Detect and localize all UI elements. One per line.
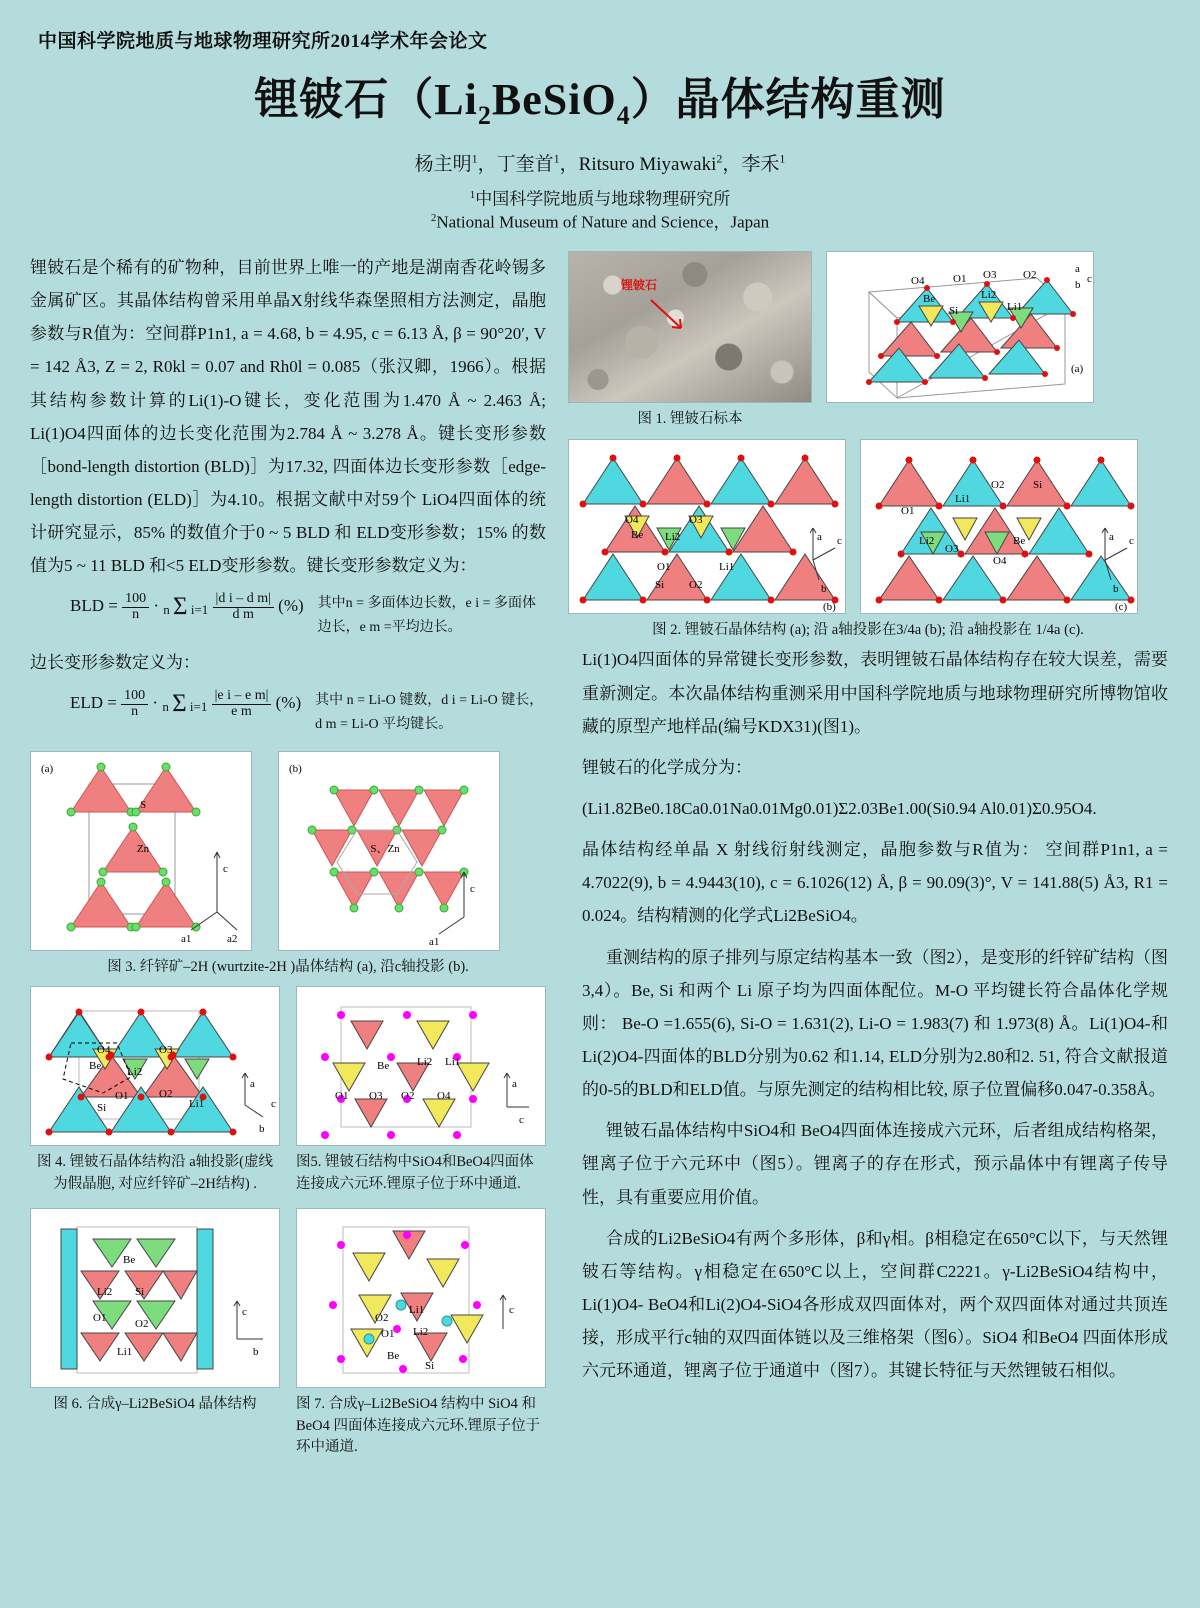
eld-sum	[162, 690, 208, 718]
bld-unit: (%)	[278, 596, 304, 616]
fig3a-label-c: c	[223, 862, 228, 875]
fig2c-label-c: c	[1129, 534, 1134, 547]
sep-2: ，	[559, 153, 579, 175]
affiliation-2-sup: 2	[430, 212, 437, 225]
fig2b-label-li1: Li1	[719, 560, 735, 573]
fig5-label-li1: Li1	[445, 1056, 461, 1069]
fig2b-label-b: b	[821, 582, 827, 595]
fig4-label-o2: O2	[159, 1088, 173, 1101]
fig2a-label-a: a	[1075, 262, 1080, 275]
figure-2c	[860, 439, 1138, 614]
fig4-label-li1: Li1	[189, 1098, 205, 1111]
fig6-label-li1: Li1	[117, 1345, 133, 1358]
eld-sigma-glyph: Σ	[172, 690, 187, 718]
eld-sum-bot: i=1	[189, 699, 208, 715]
fig6-label-c: c	[242, 1305, 247, 1318]
eld-equation-row	[30, 689, 546, 737]
fig2a-label-o2: O2	[1023, 268, 1037, 281]
fig2c-label-o4: O4	[993, 554, 1007, 567]
fig2c-label-li1: Li1	[955, 492, 971, 505]
title-sub-1: 2	[477, 100, 492, 130]
fig6-label-be: Be	[123, 1253, 136, 1266]
eld-dot: ·	[152, 693, 159, 713]
fig6-label-li2: Li2	[97, 1285, 113, 1298]
figure-7	[296, 1208, 546, 1388]
bld-note: 其中n = 多面体边长数，e i = 多面体边长，e m =平均边长。	[317, 596, 537, 636]
fig3b-label-a1: a1	[429, 935, 440, 948]
eld-fraction	[212, 689, 272, 719]
fig5-label-li2: Li2	[417, 1056, 433, 1069]
figure-7-block	[296, 1208, 546, 1461]
figure-5-caption: 图5. 锂铍石结构中SiO4和BeO4四面体连接成六元环.锂原子位于环中通道.	[296, 1154, 534, 1193]
fig6-label-o1: O1	[93, 1311, 107, 1324]
fig2c-label-o3: O3	[945, 542, 959, 555]
right-paragraph-6: 合成的Li2BeSiO4有两个多形体，β和γ相。β相稳定在650°C以下，与天然锂铍石等结构。γ相稳定在650°C以上，空间群C2221。γ-Li2BeSiO4结构中， Li(1)O4- BeO4和Li(2)O4-SiO4各形成双四面体对，两个双四面体对通过共顶连接，形成平行c轴的双四面体链以及三维格架（图6）。SiO4 和BeO4 四面体形成六元环通道，锂离子位于通道中（图7）。其键长特征与天然锂铍石相似。	[582, 1228, 1168, 1381]
fig2c-label-be: Be	[1013, 534, 1026, 547]
eld-note: 其中 n = Li-O 键数，d i = Li-O 键长，d m = Li-O 平均键长。	[315, 693, 544, 732]
affiliation-1	[30, 188, 1170, 212]
bld-frac-num: |d i – d m|	[213, 592, 274, 608]
bld-coef-num: 100	[122, 592, 149, 608]
fig5-label-c: c	[519, 1114, 524, 1127]
eld-frac-num: |e i – e m|	[212, 689, 272, 705]
fig4-label-a: a	[250, 1078, 255, 1091]
eld-coefficient	[121, 689, 148, 719]
eld-coef-den: n	[131, 703, 139, 719]
author-1-sup: 1	[471, 151, 478, 166]
right-paragraph-2: 锂铍石的化学成分为：	[582, 757, 752, 777]
bld-sigma-glyph: Σ	[173, 593, 188, 621]
fig2a-label-be: Be	[923, 292, 936, 305]
fig2a-tag: (a)	[1071, 362, 1084, 375]
title-part-2: BeSiO	[491, 75, 617, 124]
figure-3a	[30, 751, 252, 951]
fig2b-tag: (b)	[823, 600, 836, 613]
fig2b-label-c: c	[837, 534, 842, 547]
fig2c-label-si: Si	[1033, 478, 1043, 491]
eld-unit: (%)	[275, 693, 302, 713]
fig4-label-li2: Li2	[127, 1066, 143, 1079]
right-paragraph-1: Li(1)O4四面体的异常键长变形参数，表明锂铍石晶体结构存在较大误差，需要重新测定。本次晶体结构重测采用中国科学院地质与地球物理研究所博物馆收藏的原型产地样品(编号KDX31)(图1)。	[582, 650, 1168, 736]
eld-frac-den: e m	[231, 703, 252, 719]
fig7-label-o2: O2	[375, 1311, 389, 1324]
figure-6-caption: 图 6. 合成γ–Li2BeSiO4 晶体结构	[53, 1395, 257, 1412]
eld-title: 边长变形参数定义为：	[30, 652, 200, 672]
bld-fraction	[213, 592, 274, 622]
affiliation-2-text: National Museum of Nature and Science，Japan	[436, 213, 770, 233]
title-sub-2: 4	[616, 100, 631, 130]
bld-frac-den: d m	[232, 607, 254, 623]
figure-1-specimen-photo	[568, 251, 812, 403]
fig2c-label-o2: O2	[991, 478, 1005, 491]
fig2b-label-o4: O4	[625, 513, 639, 526]
fig2b-label-o3: O3	[689, 513, 703, 526]
fig4-label-c: c	[271, 1098, 276, 1111]
bld-dot: ·	[153, 596, 160, 616]
author-3: Ritsuro Miyawaki	[578, 153, 717, 175]
two-column-body	[30, 251, 1170, 1461]
fig2b-label-o1: O1	[657, 560, 671, 573]
fig2c-label-o1: O1	[901, 504, 915, 517]
fig3b-tag: (b)	[289, 762, 302, 775]
left-column	[30, 251, 546, 1461]
figure-5	[296, 986, 546, 1146]
figure-4-block	[30, 986, 280, 1198]
figure-2-caption: 图 2. 锂铍石晶体结构 (a); 沿 a轴投影在3/4a (b); 沿 a轴投影在 1/4a (c).	[652, 621, 1084, 638]
figure-4-caption: 图 4. 锂铍石晶体结构沿 a轴投影(虚线为假晶胞, 对应纤锌矿–2H结构) .	[36, 1154, 273, 1193]
bld-coef-den: n	[132, 607, 140, 623]
right-column	[568, 251, 1168, 1461]
figure-5-block	[296, 986, 546, 1198]
eld-sum-top: n	[162, 699, 169, 715]
fig3a-label-a1: a1	[181, 932, 192, 945]
fig3b-label-c: c	[470, 882, 475, 895]
fig2b-label-li2: Li2	[665, 530, 681, 543]
fig2a-label-c: c	[1087, 272, 1092, 285]
bld-sum-bot: i=1	[190, 602, 209, 618]
bld-label: BLD =	[70, 596, 118, 616]
fig7-label-li1: Li1	[409, 1303, 425, 1316]
fig2b-label-a: a	[817, 530, 822, 543]
figure-2a	[826, 251, 1094, 403]
figure-4	[30, 986, 280, 1146]
affiliations	[30, 188, 1170, 235]
fig2c-label-a: a	[1109, 530, 1114, 543]
fig2a-label-li2: Li2	[981, 288, 997, 301]
conference-line: 中国科学院地质与地球物理研究所2014学术年会论文	[38, 31, 488, 52]
figure-6	[30, 1208, 280, 1388]
figure-1-block	[568, 251, 812, 433]
fig7-label-c: c	[509, 1303, 514, 1316]
fig3a-tag: (a)	[41, 762, 54, 775]
figure-1-caption: 图 1. 锂铍石标本	[637, 410, 743, 427]
fig2b-label-o2: O2	[689, 578, 703, 591]
figure-3b	[278, 751, 500, 951]
fig3b-label-szn: S、Zn	[370, 842, 400, 855]
figure-4-5-row	[30, 986, 546, 1198]
author-2-sup: 1	[553, 151, 560, 166]
chemical-formula: (Li1.82Be0.18Ca0.01Na0.01Mg0.01)Σ2.03Be1.00(Si0.94 Al0.01)Σ0.95O4.	[582, 799, 1097, 819]
fig4-label-o1: O1	[115, 1090, 129, 1103]
author-4: 李禾	[741, 153, 780, 175]
fig6-label-b: b	[253, 1345, 259, 1358]
fig5-label-o1: O1	[335, 1090, 349, 1103]
author-2: 丁奎首	[496, 153, 554, 175]
figure-6-block	[30, 1208, 280, 1461]
title-part-3: ）晶体结构重测	[630, 75, 946, 124]
eld-equation	[30, 689, 301, 719]
fig4-label-si: Si	[97, 1102, 107, 1115]
sep-3: ，	[722, 153, 742, 175]
fig6-label-si: Si	[135, 1285, 145, 1298]
eld-coef-num: 100	[121, 689, 148, 705]
fig4-label-be: Be	[89, 1060, 102, 1073]
fig2a-label-o4: O4	[911, 274, 925, 287]
affiliation-1-text: 中国科学院地质与地球物理研究所	[475, 189, 731, 209]
fig2a-label-si: Si	[949, 304, 959, 317]
fig6-label-o2: O2	[135, 1317, 149, 1330]
page-title	[30, 63, 1170, 131]
fig7-label-o1: O1	[381, 1327, 395, 1340]
figure-6-7-row	[30, 1208, 546, 1461]
fig7-label-be: Be	[387, 1349, 400, 1362]
fig2b-label-si: Si	[655, 578, 665, 591]
figure-2bc-row	[568, 439, 1168, 614]
fig3a-label-s: S	[139, 798, 147, 811]
bld-coefficient	[122, 592, 149, 622]
fig5-label-be: Be	[377, 1060, 390, 1073]
figure-3-row	[30, 751, 546, 951]
right-paragraph-4: 重测结构的原子排列与原定结构基本一致（图2），是变形的纤锌矿结构（图3,4）。Be, Si 和两个 Li 原子均为四面体配位。M-O 平均键长符合晶体化学规则： Be-O =1.655(6), Si-O = 1.631(2), Li-O = 1.983(7) 和 1.973(8) Å。Li(1)O4-和 Li(2)O4-四面体的BLD分别为0.62 和1.14, ELD分别为2.80和2. 51, 符合文献报道的0-5的BLD和ELD值。与原先测定的结构相比较, 原子位置偏移0.047-0.358Å。	[582, 947, 1168, 1100]
fig2a-label-b: b	[1075, 278, 1081, 291]
fig7-label-li2: Li2	[413, 1325, 429, 1338]
fig5-label-o4: O4	[437, 1090, 451, 1103]
figure-1-2a-row	[568, 251, 1168, 433]
figure-7-caption: 图 7. 合成γ–Li2BeSiO4 结构中 SiO4 和BeO4 四面体连接成六元环.锂原子位于环中通道.	[296, 1395, 541, 1456]
fig5-label-o2: O2	[401, 1090, 415, 1103]
bld-equation-row	[30, 592, 546, 640]
bld-sum	[163, 593, 209, 621]
right-paragraph-3: 晶体结构经单晶 X 射线衍射线测定，晶胞参数与R值为： 空间群P1n1, a = 4.7022(9), b = 4.9443(10), c = 6.1026(12) Å, β = 90.09(3)°, V = 141.88(5) Å3, R1 = 0.024。结构精测的化学式Li2BeSiO4。	[582, 840, 1168, 926]
fig2c-tag: (c)	[1115, 600, 1128, 613]
fig4-label-b: b	[259, 1123, 265, 1136]
bld-equation	[30, 592, 304, 622]
figure-3-caption: 图 3. 纤锌矿–2H (wurtzite-2H )晶体结构 (a), 沿c轴投影 (b).	[107, 958, 469, 975]
fig5-label-a: a	[512, 1078, 517, 1091]
fig2b-label-be: Be	[631, 528, 644, 541]
bld-sum-top: n	[163, 602, 170, 618]
figure-1-specimen-label: 锂铍石	[621, 277, 658, 292]
left-paragraph-1: 锂铍石是个稀有的矿物种，目前世界上唯一的产地是湖南香花岭锡多金属矿区。其晶体结构曾采用单晶X射线华森堡照相方法测定，晶胞参数与R值为：空间群P1n1, a = 4.68, b = 4.95, c = 6.13 Å, β = 90°20′, V = 142 Å3, Z = 2, R0kl = 0.07 and Rh0l = 0.085（张汉卿，1966）。根据其结构参数计算的Li(1)-O键长，变化范围为1.470 Å ~ 2.463 Å; Li(1)O4四面体的边长变化范围为2.784 Å ~ 3.278 Å。键长变形参数［bond-length distortion (BLD)］为17.32, 四面体边长变形参数［edge-length distortion (ELD)］为4.10。根据文献中对59个 LiO4四面体的统计研究显示，85% 的数值介于0 ~ 5 BLD 和 ELD变形参数；15% 的数值为5 ~ 11 BLD 和<5 ELD变形参数。键长变形参数定义为：	[30, 257, 546, 576]
author-list	[30, 149, 1170, 176]
figure-2b	[568, 439, 846, 614]
author-4-sup: 1	[779, 151, 786, 166]
fig2c-label-li2: Li2	[919, 534, 935, 547]
fig5-label-o3: O3	[369, 1090, 383, 1103]
fig4-label-o3: O3	[159, 1044, 173, 1057]
eld-label: ELD =	[70, 693, 117, 713]
fig3a-label-zn: Zn	[136, 842, 150, 855]
affiliation-2	[30, 211, 1170, 235]
fig7-label-si: Si	[425, 1359, 435, 1372]
fig2a-label-o1: O1	[953, 272, 967, 285]
author-1: 杨主明	[414, 153, 472, 175]
affiliation-1-sup: 1	[469, 188, 476, 201]
fig3a-label-a2: a2	[227, 932, 238, 945]
sep-1: ，	[477, 153, 497, 175]
title-part-1: 锂铍石（Li	[254, 75, 478, 124]
fig2a-label-o3: O3	[983, 268, 997, 281]
right-paragraph-5: 锂铍石晶体结构中SiO4和 BeO4四面体连接成六元环，后者组成结构格架，锂离子位于六元环中（图5）。锂离子的存在形式，预示晶体中有锂离子传导性，具有重要应用价值。	[582, 1121, 1168, 1207]
fig2a-label-li1: Li1	[1007, 300, 1023, 313]
fig2c-label-b: b	[1113, 582, 1119, 595]
fig4-label-o4: O4	[97, 1044, 111, 1057]
author-3-sup: 2	[716, 151, 723, 166]
